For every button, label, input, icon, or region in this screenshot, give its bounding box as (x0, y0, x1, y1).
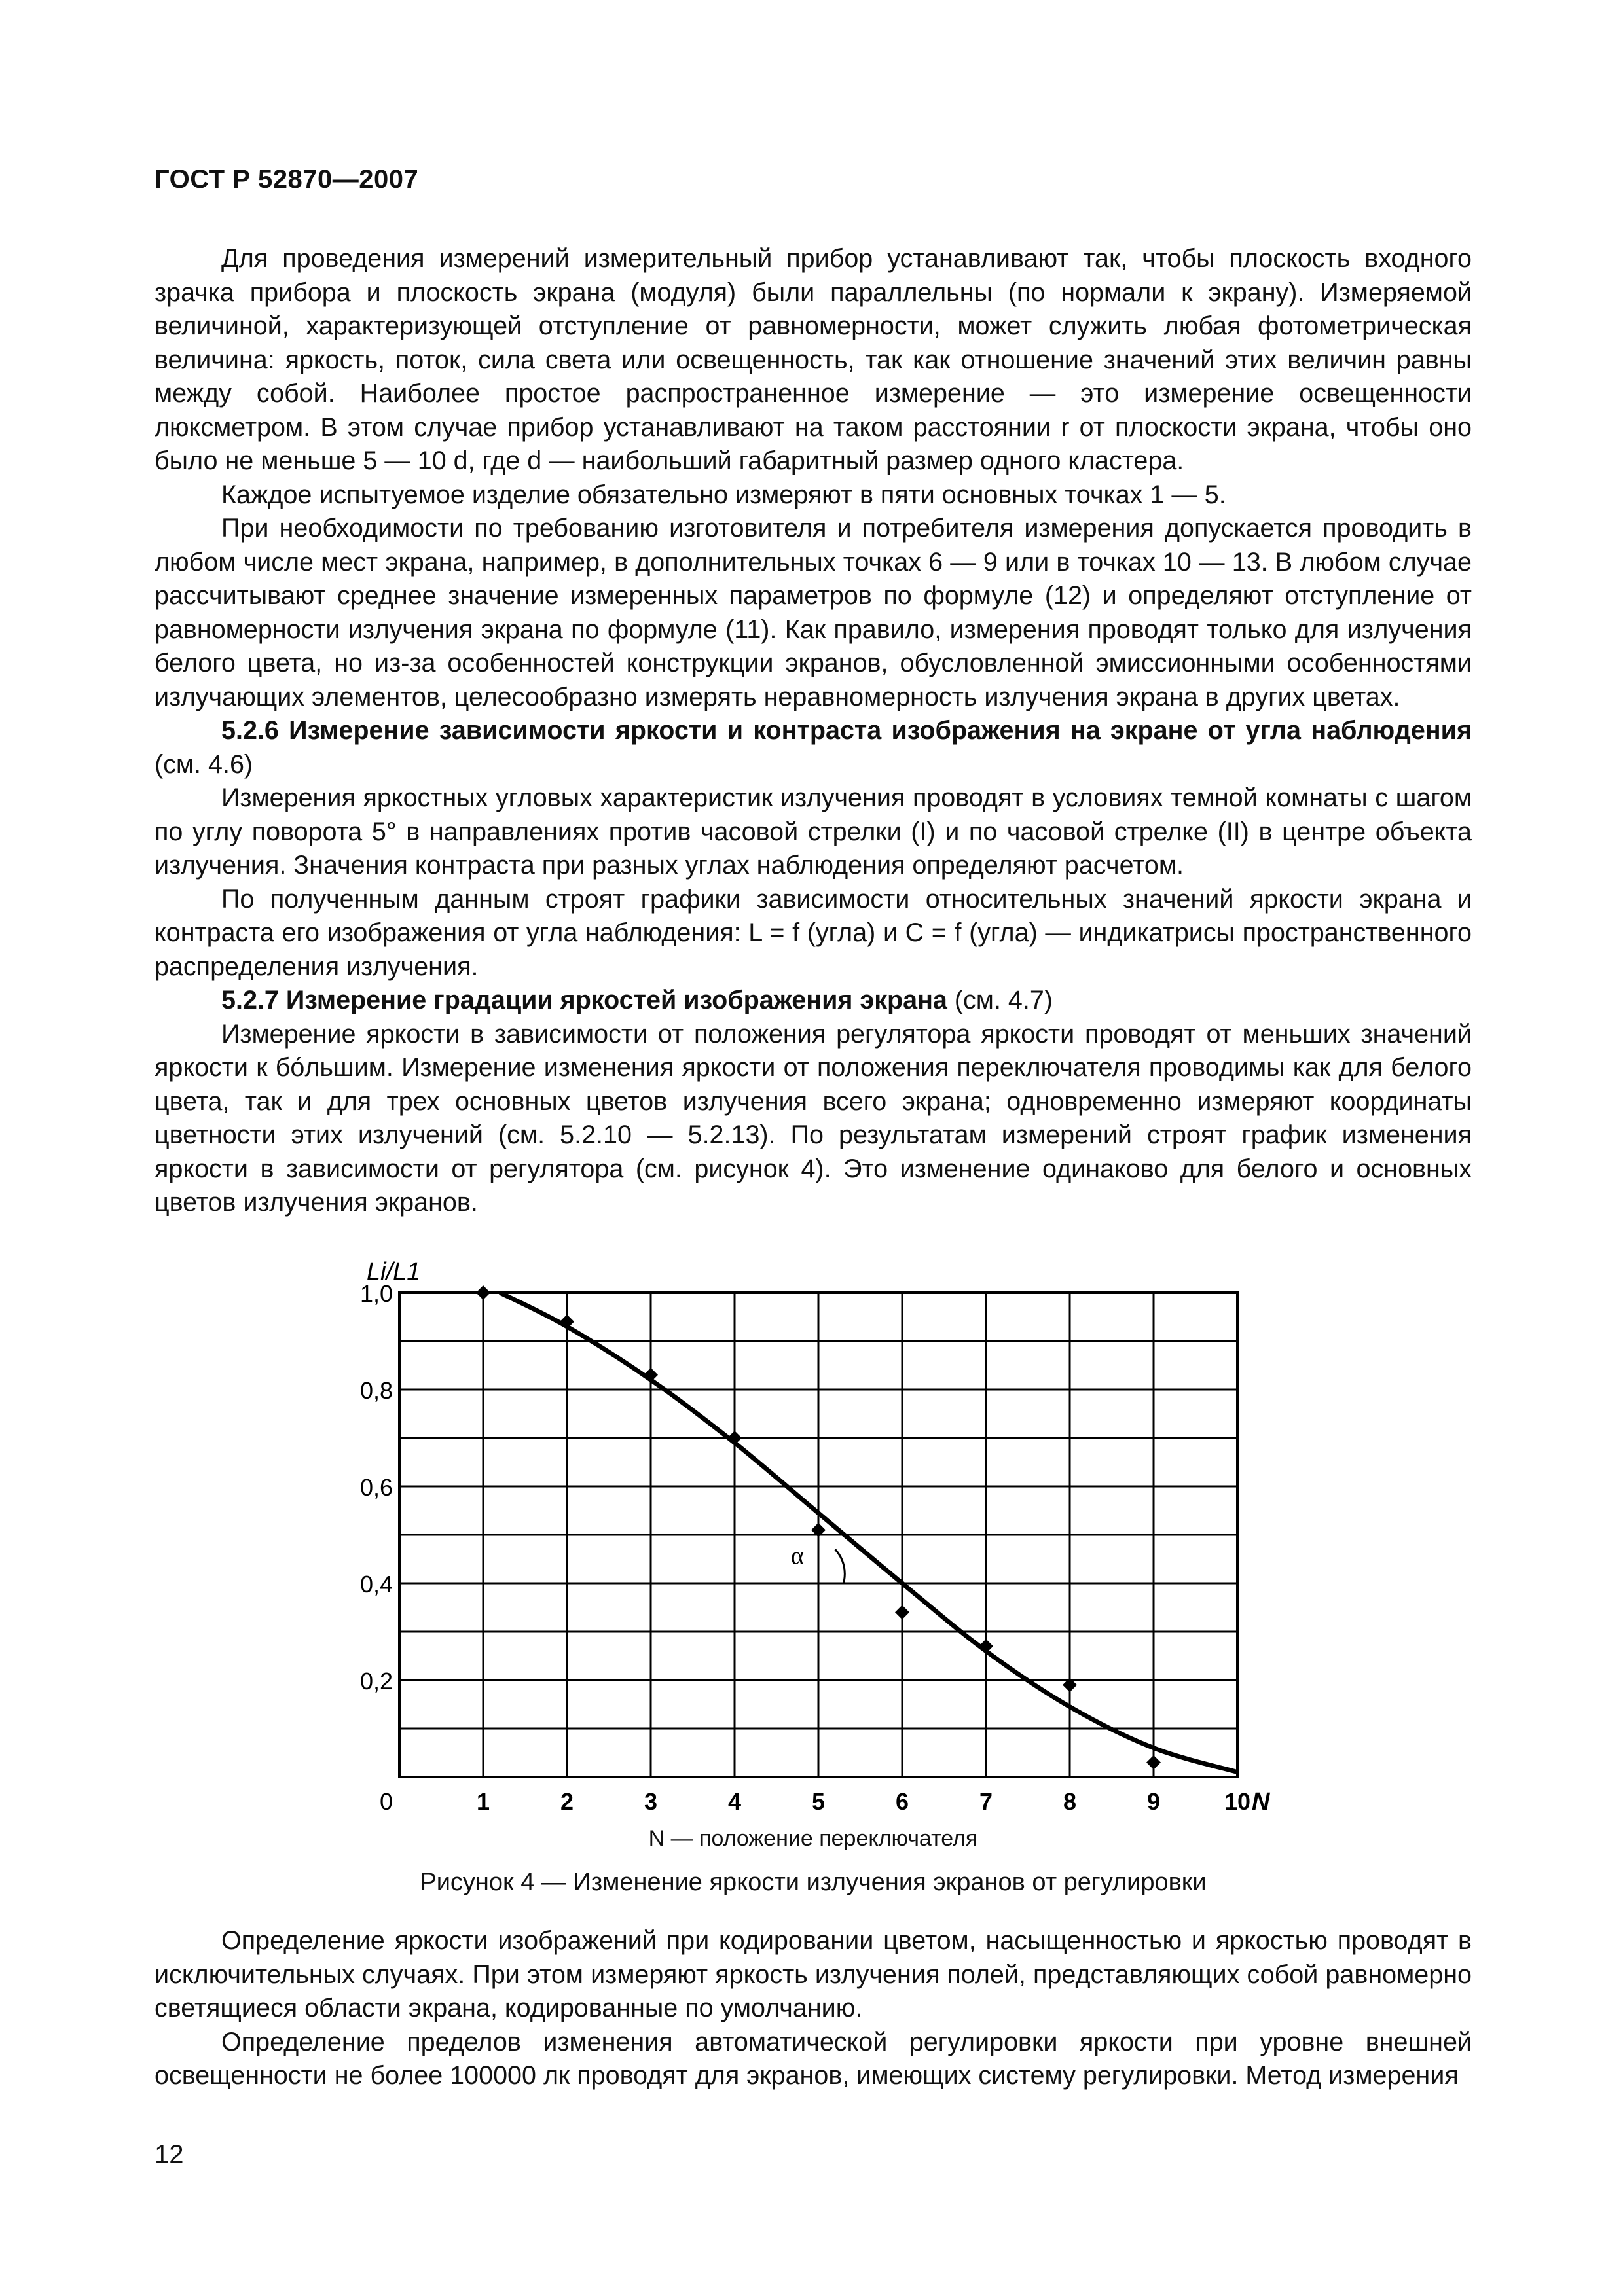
bottom-paragraph-1: Определение яркости изображений при кодировании цветом, насыщенностью и яркостью проводят в исключительных случаях. При этом измеряют яркость излучения полей, представляющих собой равномерно светящиеся области экрана, кодированные по умолчанию. (155, 1926, 1472, 2022)
data-point (979, 1639, 993, 1653)
section-527-title: 5.2.7 Измерение градации яркостей изображения экрана (221, 986, 947, 1014)
paragraph-3: При необходимости по требованию изготовителя и потребителя измерения допускается проводить в любом числе мест экрана, например, в дополнительных точках 6 — 9 или в точках 10 — 13. В любом случае рассчитывают среднее значение измеренных параметров по формуле (12) и определяют отступление от равномерности излучения экрана по формуле (11). Как правило, измерения проводят только для излучения белого цвета, но из-за особенностей конструкции экранов, обусловленной эмиссионными особенностями излучающих элементов, целесообразно измерять неравномерность излучения экрана в других цветах. (155, 514, 1472, 711)
y-axis-label: Li/L1 (367, 1258, 421, 1285)
section-526-heading (155, 714, 1472, 781)
paragraph-2: Каждое испытуемое изделие обязательно измеряют в пяти основных точках 1 — 5. (221, 480, 1226, 509)
section-527-paragraph-1: Измерение яркости в зависимости от положения регулятора яркости проводят от меньших значений яркости к бо́льшим. Измерение изменения яркости от положения переключателя проводимы как для белого цвета, так и для трех основных цветов излучения всего экрана; одновременно измеряют координаты цветности этих излучений (см. 5.2.10 — 5.2.13). По результатам измерений строят график изменения яркости в зависимости от регулятора (см. рисунок 4). Это изменение одинаково для белого и основных цветов излучения экранов. (155, 1019, 1472, 1217)
x-tick-label: 10 (1224, 1788, 1251, 1815)
section-526-paragraph-2: По полученным данным строят графики зависимости относительных значений яркости экрана и контраста его изображения от угла наблюдения: L = f (угла) и C = f (угла) — индикатрисы пространственного распределения излучения. (155, 884, 1472, 981)
figure-legend: N — положение переключателя (648, 1826, 978, 1851)
page-number: 12 (155, 2140, 184, 2169)
y-tick-label: 1,0 (359, 1280, 393, 1307)
x-tick-label: 9 (1146, 1788, 1161, 1815)
body-text-top (155, 242, 1472, 1220)
x-tick-label: 6 (895, 1788, 909, 1815)
figure-4-chart (340, 1237, 1309, 1826)
x-tick-label: 1 (476, 1788, 490, 1815)
x-tick-label: 5 (811, 1788, 826, 1815)
section-527-ref: (см. 4.7) (947, 986, 1053, 1014)
section-527-heading (155, 984, 1472, 1018)
x-tick-label: 3 (644, 1788, 658, 1815)
angle-arc (835, 1549, 845, 1583)
data-point (895, 1605, 909, 1619)
x-tick-label: 0 (379, 1788, 393, 1815)
y-tick-label: 0,4 (359, 1571, 393, 1598)
chart-svg (340, 1237, 1309, 1826)
data-point (476, 1285, 490, 1300)
body-text-bottom (155, 1924, 1472, 2093)
angle-label: α (791, 1542, 804, 1570)
y-tick-label: 0,8 (359, 1377, 393, 1404)
x-tick-label: 2 (560, 1788, 574, 1815)
data-point (727, 1431, 742, 1445)
x-tick-label: 4 (727, 1788, 742, 1815)
bottom-paragraph-2: Определение пределов изменения автоматической регулировки яркости при уровне внешней освещенности не более 100000 лк проводят для экранов, имеющих систему регулировки. Метод измерения (155, 2027, 1472, 2090)
paragraph-1: Для проведения измерений измерительный прибор устанавливают так, чтобы плоскость входного зрачка прибора и плоскость экрана (модуля) были параллельны (по нормали к экрану). Измеряемой величиной, характеризующей отступление от равномерности, может служить любая фотометрическая величина: яркость, поток, сила света или освещенность, так как отношение значений этих величин равны между собой. Наиболее простое распространенное измерение — это измерение освещенности люксметром. В этом случае прибор устанавливают на таком расстоянии r от плоскости экрана, чтобы оно было не меньше 5 — 10 d, где d — наибольший габаритный размер одного кластера. (155, 244, 1472, 475)
brightness-curve (500, 1293, 1237, 1772)
section-526-title: 5.2.6 Измерение зависимости яркости и контраста изображения на экране от угла наблюдения (221, 716, 1472, 745)
data-point (644, 1368, 658, 1382)
section-526-paragraph-1: Измерения яркостных угловых характеристик излучения проводят в условиях темной комнаты с шагом по углу поворота 5° в направлениях против часовой стрелки (I) и по часовой стрелке (II) в центре объекта излучения. Значения контраста при разных углах наблюдения определяют расчетом. (155, 783, 1472, 880)
data-point (560, 1314, 574, 1329)
x-tick-label: 8 (1063, 1788, 1077, 1815)
figure-caption: Рисунок 4 — Изменение яркости излучения экранов от регулировки (420, 1869, 1207, 1896)
document-header: ГОСТ Р 52870—2007 (155, 165, 419, 194)
y-tick-label: 0,2 (359, 1668, 393, 1695)
x-tick-label: 7 (979, 1788, 993, 1815)
data-point (1146, 1755, 1161, 1770)
section-526-ref: (см. 4.6) (155, 749, 253, 779)
y-tick-label: 0,6 (359, 1474, 393, 1501)
x-axis-label: N (1252, 1788, 1270, 1816)
